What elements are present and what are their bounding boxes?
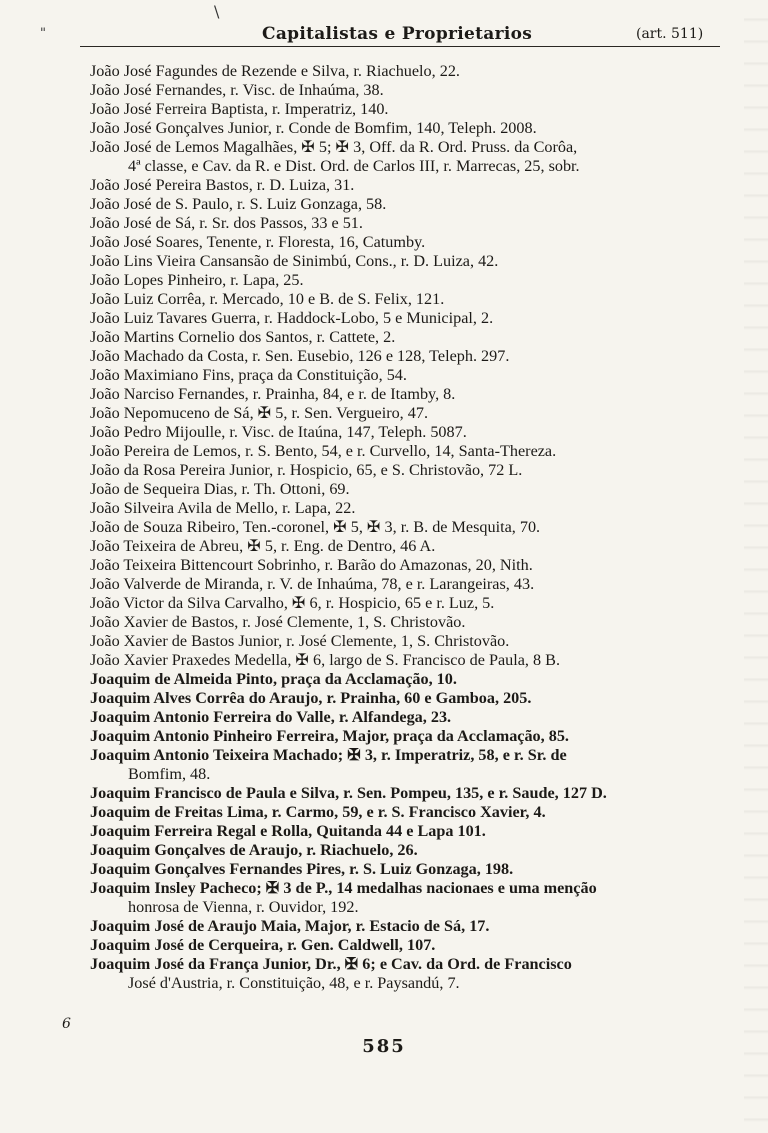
entry-line: Joaquim Antonio Pinheiro Ferreira, Major, praça da Acclamação, 85. bbox=[90, 727, 569, 745]
entry-line: Joaquim Antonio Teixeira Machado; ✠ 3, r. Imperatriz, 58, e r. Sr. de bbox=[90, 746, 567, 764]
directory-entry bbox=[0, 860, 768, 879]
directory-entry bbox=[0, 366, 768, 385]
entry-line: João José Fagundes de Rezende e Silva, r. Riachuelo, 22. bbox=[90, 62, 460, 80]
directory-entry bbox=[0, 290, 768, 309]
entry-line: Joaquim Gonçalves de Araujo, r. Riachuelo, 26. bbox=[90, 841, 418, 859]
entry-line: Joaquim José de Cerqueira, r. Gen. Caldwell, 107. bbox=[90, 936, 436, 954]
directory-entry bbox=[0, 689, 768, 708]
entry-line: João Silveira Avila de Mello, r. Lapa, 22. bbox=[90, 499, 356, 517]
entry-line: João Teixeira de Abreu, ✠ 5, r. Eng. de Dentro, 46 A. bbox=[90, 537, 436, 555]
entry-line: João Xavier de Bastos Junior, r. José Clemente, 1, S. Christovão. bbox=[90, 632, 510, 650]
top-margin-mark: \ bbox=[214, 2, 220, 21]
entry-continuation-line: 4ª classe, e Cav. da R. e Dist. Ord. de Carlos III, r. Marrecas, 25, sobr. bbox=[128, 157, 580, 175]
directory-entry bbox=[0, 195, 768, 214]
directory-entry bbox=[0, 81, 768, 100]
entry-line: João Teixeira Bittencourt Sobrinho, r. Barão do Amazonas, 20, Nith. bbox=[90, 556, 533, 574]
entry-line: Joaquim de Freitas Lima, r. Carmo, 59, e r. S. Francisco Xavier, 4. bbox=[90, 803, 546, 821]
entry-line: Joaquim Gonçalves Fernandes Pires, r. S. Luiz Gonzaga, 198. bbox=[90, 860, 514, 878]
entry-line: João Martins Cornelio dos Santos, r. Cattete, 2. bbox=[90, 328, 396, 346]
entry-line: João José Ferreira Baptista, r. Imperatriz, 140. bbox=[90, 100, 389, 118]
entry-line: João Lopes Pinheiro, r. Lapa, 25. bbox=[90, 271, 304, 289]
directory-entry bbox=[0, 252, 768, 271]
directory-entry bbox=[0, 62, 768, 81]
entry-line: João Xavier de Bastos, r. José Clemente, 1, S. Christovão. bbox=[90, 613, 466, 631]
entry-line: João Narciso Fernandes, r. Prainha, 84, e r. de Itamby, 8. bbox=[90, 385, 456, 403]
entry-line: João José Gonçalves Junior, r. Conde de Bomfim, 140, Teleph. 2008. bbox=[90, 119, 537, 137]
entry-line: João Pedro Mijoulle, r. Visc. de Itaúna, 147, Teleph. 5087. bbox=[90, 423, 467, 441]
entry-continuation-line: José d'Austria, r. Constituição, 48, e r. Paysandú, 7. bbox=[128, 974, 460, 992]
directory-entry bbox=[0, 632, 768, 651]
entry-line: João José Pereira Bastos, r. D. Luiza, 31. bbox=[90, 176, 355, 194]
directory-entry bbox=[0, 461, 768, 480]
entry-line: Joaquim Alves Corrêa do Araujo, r. Prainha, 60 e Gamboa, 205. bbox=[90, 689, 532, 707]
entry-line: Joaquim Francisco de Paula e Silva, r. Sen. Pompeu, 135, e r. Saude, 127 D. bbox=[90, 784, 607, 802]
directory-entry bbox=[0, 385, 768, 404]
directory-entry bbox=[0, 138, 768, 176]
directory-entry bbox=[0, 746, 768, 784]
entry-line: João Luiz Corrêa, r. Mercado, 10 e B. de S. Felix, 121. bbox=[90, 290, 445, 308]
directory-entry bbox=[0, 537, 768, 556]
directory-entry bbox=[0, 347, 768, 366]
entry-line: João Machado da Costa, r. Sen. Eusebio, 126 e 128, Teleph. 297. bbox=[90, 347, 510, 365]
directory-entry bbox=[0, 442, 768, 461]
directory-entry bbox=[0, 822, 768, 841]
entry-line: João Maximiano Fins, praça da Constituição, 54. bbox=[90, 366, 407, 384]
header-rule bbox=[80, 46, 720, 47]
directory-entry bbox=[0, 214, 768, 233]
directory-entry bbox=[0, 480, 768, 499]
directory-entry bbox=[0, 955, 768, 993]
entry-line: João da Rosa Pereira Junior, r. Hospicio, 65, e S. Christovão, 72 L. bbox=[90, 461, 523, 479]
directory-entries bbox=[0, 62, 768, 993]
directory-entry bbox=[0, 575, 768, 594]
entry-line: João de Sequeira Dias, r. Th. Ottoni, 69. bbox=[90, 480, 350, 498]
directory-entry bbox=[0, 917, 768, 936]
directory-entry bbox=[0, 499, 768, 518]
entry-line: João José Fernandes, r. Visc. de Inhaúma, 38. bbox=[90, 81, 384, 99]
directory-entry bbox=[0, 423, 768, 442]
directory-entry bbox=[0, 670, 768, 689]
entry-line: Joaquim Ferreira Regal e Rolla, Quitanda 44 e Lapa 101. bbox=[90, 822, 486, 840]
left-margin-mark: " bbox=[40, 26, 46, 41]
directory-entry bbox=[0, 176, 768, 195]
entry-continuation-line: honrosa de Vienna, r. Ouvidor, 192. bbox=[128, 898, 359, 916]
directory-entry bbox=[0, 803, 768, 822]
entry-line: João José de Sá, r. Sr. dos Passos, 33 e 51. bbox=[90, 214, 363, 232]
entry-line: João José de Lemos Magalhães, ✠ 5; ✠ 3, Off. da R. Ord. Pruss. da Corôa, bbox=[90, 138, 578, 156]
directory-entry bbox=[0, 784, 768, 803]
directory-entry bbox=[0, 879, 768, 917]
entry-line: João Xavier Praxedes Medella, ✠ 6, largo de S. Francisco de Paula, 8 B. bbox=[90, 651, 560, 669]
entry-line: Joaquim de Almeida Pinto, praça da Acclamação, 10. bbox=[90, 670, 457, 688]
entry-line: Joaquim José de Araujo Maia, Major, r. Estacio de Sá, 17. bbox=[90, 917, 490, 935]
running-title: Capitalistas e Proprietarios bbox=[262, 24, 533, 44]
directory-entry bbox=[0, 651, 768, 670]
entry-line: João Lins Vieira Cansansão de Sinimbú, Cons., r. D. Luiza, 42. bbox=[90, 252, 499, 270]
entry-line: João José Soares, Tenente, r. Floresta, 16, Catumby. bbox=[90, 233, 426, 251]
directory-entry bbox=[0, 119, 768, 138]
directory-entry bbox=[0, 100, 768, 119]
page-number: 585 bbox=[362, 1036, 406, 1057]
directory-entry bbox=[0, 556, 768, 575]
article-reference: (art. 511) bbox=[636, 26, 704, 42]
entry-line: Joaquim José da França Junior, Dr., ✠ 6; e Cav. da Ord. de Francisco bbox=[90, 955, 572, 973]
directory-entry bbox=[0, 594, 768, 613]
directory-entry bbox=[0, 708, 768, 727]
entry-line: João Nepomuceno de Sá, ✠ 5, r. Sen. Vergueiro, 47. bbox=[90, 404, 429, 422]
entry-line: João Pereira de Lemos, r. S. Bento, 54, e r. Curvello, 14, Santa-Thereza. bbox=[90, 442, 557, 460]
directory-entry bbox=[0, 841, 768, 860]
directory-entry bbox=[0, 613, 768, 632]
bottom-margin-mark: 6 bbox=[62, 1016, 71, 1032]
entry-line: Joaquim Insley Pacheco; ✠ 3 de P., 14 medalhas nacionaes e uma menção bbox=[90, 879, 597, 897]
entry-line: João Valverde de Miranda, r. V. de Inhaúma, 78, e r. Larangeiras, 43. bbox=[90, 575, 535, 593]
directory-entry bbox=[0, 518, 768, 537]
directory-entry bbox=[0, 936, 768, 955]
entry-continuation-line: Bomfim, 48. bbox=[128, 765, 211, 783]
directory-entry bbox=[0, 727, 768, 746]
entry-line: Joaquim Antonio Ferreira do Valle, r. Alfandega, 23. bbox=[90, 708, 452, 726]
directory-entry bbox=[0, 404, 768, 423]
directory-entry bbox=[0, 328, 768, 347]
page-header bbox=[0, 18, 768, 48]
entry-line: João José de S. Paulo, r. S. Luiz Gonzaga, 58. bbox=[90, 195, 387, 213]
entry-line: João de Souza Ribeiro, Ten.-coronel, ✠ 5, ✠ 3, r. B. de Mesquita, 70. bbox=[90, 518, 541, 536]
directory-entry bbox=[0, 233, 768, 252]
directory-entry bbox=[0, 309, 768, 328]
directory-entry bbox=[0, 271, 768, 290]
entry-line: João Victor da Silva Carvalho, ✠ 6, r. Hospicio, 65 e r. Luz, 5. bbox=[90, 594, 495, 612]
entry-line: João Luiz Tavares Guerra, r. Haddock-Lobo, 5 e Municipal, 2. bbox=[90, 309, 494, 327]
